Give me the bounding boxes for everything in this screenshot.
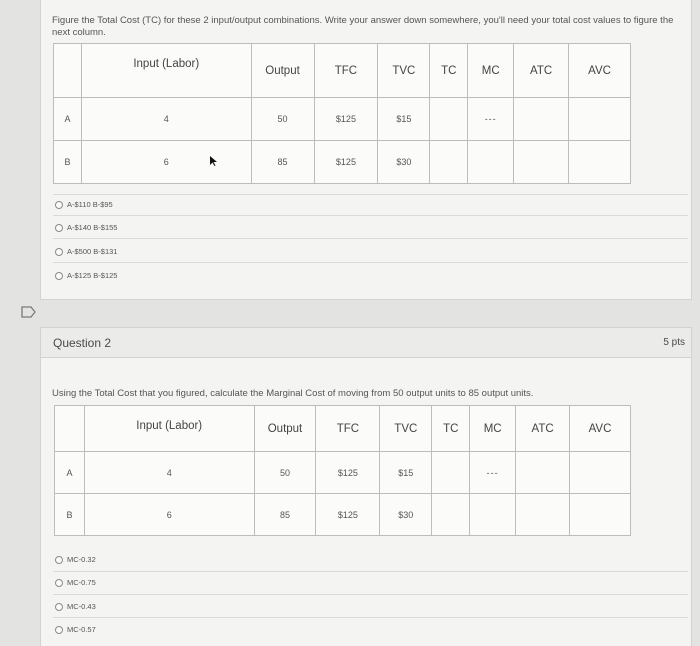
points-label: 5 pts: [663, 337, 685, 348]
tvc-cell: $30: [378, 141, 430, 184]
table-header-row: [54, 44, 631, 98]
header-mc: MC: [468, 44, 514, 98]
tvc-cell: $15: [378, 98, 430, 141]
option-label: MC-0.75: [67, 578, 96, 587]
header-atc: ATC: [516, 406, 570, 452]
divider: [53, 262, 688, 263]
atc-cell: [514, 141, 569, 184]
divider: [53, 617, 688, 618]
header-cell: [54, 44, 82, 98]
input-cell: 6: [84, 494, 254, 536]
option-label: MC-0.57: [67, 625, 96, 634]
divider: [53, 594, 688, 595]
divider: [53, 215, 688, 216]
question-1-prompt: Figure the Total Cost (TC) for these 2 input/output combinations. Write your answer down somewhere, you'll need your total cost values to figure the next column.: [52, 15, 674, 38]
header-input: Input (Labor): [84, 406, 254, 452]
table-header-row: [55, 406, 631, 452]
question-1-card: [40, 0, 692, 300]
radio-button[interactable]: [55, 603, 63, 611]
cost-table-1: [53, 43, 631, 184]
avc-cell: [569, 98, 631, 141]
question-flag-icon[interactable]: [21, 306, 37, 318]
tc-cell: [430, 98, 468, 141]
row-label: B: [54, 141, 82, 184]
answer-option[interactable]: [55, 625, 96, 634]
tc-cell: [430, 141, 468, 184]
table-row: [54, 141, 631, 184]
header-atc: ATC: [514, 44, 569, 98]
avc-cell: [569, 141, 631, 184]
option-label: MC-0.32: [67, 555, 96, 564]
row-label: B: [55, 494, 85, 536]
header-tc: TC: [432, 406, 470, 452]
radio-button[interactable]: [55, 626, 63, 634]
header-tvc: TVC: [378, 44, 430, 98]
radio-button[interactable]: [55, 224, 63, 232]
tc-cell: [432, 494, 470, 536]
avc-cell: [570, 494, 631, 536]
answer-option[interactable]: [55, 578, 96, 587]
header-output: Output: [251, 44, 314, 98]
mouse-cursor-icon: [210, 156, 218, 166]
mc-cell: [468, 141, 514, 184]
radio-button[interactable]: [55, 579, 63, 587]
tc-cell: [432, 452, 470, 494]
answer-option[interactable]: [55, 247, 117, 256]
avc-cell: [570, 452, 631, 494]
input-cell: [81, 141, 251, 184]
header-tvc: TVC: [380, 406, 432, 452]
tfc-cell: $125: [316, 494, 380, 536]
tvc-cell: $15: [380, 452, 432, 494]
option-label: MC-0.43: [67, 602, 96, 611]
header-avc: AVC: [569, 44, 631, 98]
question-title: Question 2: [53, 336, 112, 350]
table-row: [55, 452, 631, 494]
header-input: Input (Labor): [81, 44, 251, 98]
tfc-cell: $125: [314, 98, 378, 141]
header-tfc: TFC: [316, 406, 380, 452]
atc-cell: [516, 452, 570, 494]
output-cell: 50: [254, 452, 316, 494]
table-row: [55, 494, 631, 536]
mc-cell: [470, 494, 516, 536]
input-cell: 4: [84, 452, 254, 494]
answer-option[interactable]: [55, 223, 117, 232]
radio-button[interactable]: [55, 248, 63, 256]
mc-cell: ---: [470, 452, 516, 494]
option-label: A-$125 B-$125: [67, 271, 118, 280]
header-output: Output: [254, 406, 316, 452]
option-label: A-$140 B-$155: [67, 223, 118, 232]
question-2-header: [41, 328, 691, 358]
divider: [53, 194, 688, 195]
question-2-card: [40, 327, 692, 646]
atc-cell: [514, 98, 569, 141]
option-label: A-$110 B-$95: [67, 200, 113, 209]
radio-button[interactable]: [55, 201, 63, 209]
divider: [53, 571, 688, 572]
output-cell: 85: [251, 141, 314, 184]
output-cell: 85: [254, 494, 316, 536]
output-cell: 50: [251, 98, 314, 141]
radio-button[interactable]: [55, 556, 63, 564]
header-tc: TC: [430, 44, 468, 98]
tfc-cell: $125: [316, 452, 380, 494]
option-label: A-$500 B-$131: [67, 247, 118, 256]
tvc-cell: $30: [380, 494, 432, 536]
header-cell: [55, 406, 85, 452]
table-row: [54, 98, 631, 141]
row-label: A: [55, 452, 85, 494]
atc-cell: [516, 494, 570, 536]
answer-option[interactable]: [55, 271, 117, 280]
divider: [53, 238, 688, 239]
answer-option[interactable]: [55, 200, 113, 209]
answer-option[interactable]: [55, 555, 96, 564]
question-2-prompt: Using the Total Cost that you figured, calculate the Marginal Cost of moving from 50 output units to 85 output units.: [52, 388, 534, 399]
header-tfc: TFC: [314, 44, 378, 98]
cost-table-2: [54, 405, 631, 536]
input-value: 6: [163, 157, 169, 167]
input-cell: 4: [81, 98, 251, 141]
radio-button[interactable]: [55, 272, 63, 280]
header-mc: MC: [470, 406, 516, 452]
mc-cell: ---: [468, 98, 514, 141]
header-avc: AVC: [570, 406, 631, 452]
answer-option[interactable]: [55, 602, 96, 611]
tfc-cell: $125: [314, 141, 378, 184]
row-label: A: [54, 98, 82, 141]
